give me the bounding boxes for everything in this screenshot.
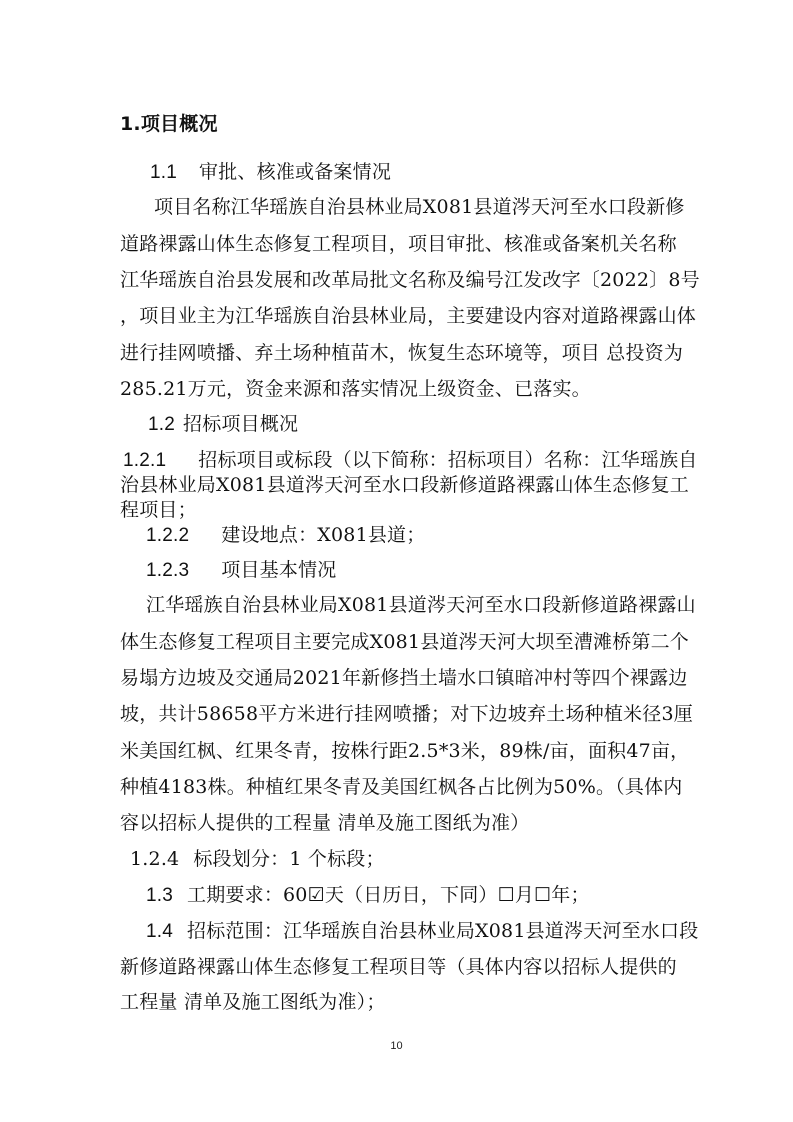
paragraph-1-2-3-line-4: 坡，共计58658平方米进行挂网喷播；对下边坡弃土场种植米径3厘	[120, 703, 693, 725]
paragraph-1-1-line-5: 进行挂网喷播、弃土场种植苗木，恢复生态环境等，项目 总投资为	[120, 342, 684, 364]
page-number: 10	[390, 1040, 403, 1052]
item-1-2-3-number: 1.2.3	[146, 560, 190, 581]
paragraph-1-1-line-4: ，项目业主为江华瑶族自治县林业局，主要建设内容对道路裸露山体	[120, 305, 697, 327]
item-1-2-3-heading: 项目基本情况	[221, 559, 337, 581]
item-1-2-4	[130, 847, 385, 871]
item-1-3-number: 1.3	[146, 885, 174, 906]
item-1-2-4-number: 1.2.4	[130, 848, 180, 870]
paragraph-1-2-3-line-1: 江华瑶族自治县林业局X081县道涔天河至水口段新修道路裸露山	[146, 594, 696, 616]
paragraph-1-2-3-line-2: 体生态修复工程项目主要完成X081县道涔天河大坝至漕滩桥第二个	[120, 631, 689, 653]
item-1-2-2-number: 1.2.2	[146, 525, 190, 546]
item-1-2-3	[146, 558, 336, 583]
item-1-2-2-text: 建设地点：X081县道；	[221, 524, 426, 546]
item-1-2-2	[146, 523, 425, 548]
item-1-2-1-line-3: 程项目；	[120, 499, 197, 521]
paragraph-1-2-3-line-6: 种植4183株。种植红果冬青及美国红枫各占比例为50%。（具体内	[120, 776, 683, 798]
item-1-4-line-1	[146, 919, 698, 944]
item-1-2-1-line-1	[123, 448, 697, 473]
item-1-4-line-3: 工程量 清单及施工图纸为准）；	[120, 991, 386, 1013]
section-title: 1.项目概况	[120, 113, 218, 135]
paragraph-1-1-line-1: 项目名称江华瑶族自治县林业局X081县道涔天河至水口段新修	[154, 196, 685, 218]
heading-1-1-text: 审批、核准或备案情况	[199, 161, 392, 183]
paragraph-1-1-line-6: 285.21万元，资金来源和落实情况上级资金、已落实。	[120, 378, 591, 400]
paragraph-1-2-3-line-3: 易塌方边坡及交通局2021年新修挡土墙水口镇暗冲村等四个裸露边	[120, 667, 688, 689]
paragraph-1-1-line-2: 道路裸露山体生态修复工程项目，项目审批、核准或备案机关名称	[120, 233, 677, 255]
heading-1-2-text: 招标项目概况	[183, 413, 299, 435]
item-1-3-text: 工期要求：60☑天（日历日，下同）☐月☐年；	[187, 884, 590, 906]
heading-1-2-number: 1.2	[148, 414, 176, 435]
paragraph-1-1-line-3: 江华瑶族自治县发展和改革局批文名称及编号江发改字〔2022〕8号	[120, 269, 700, 291]
item-1-4-text: 招标范围：江华瑶族自治县林业局X081县道涔天河至水口段	[187, 920, 699, 942]
item-1-2-1-number: 1.2.1	[123, 450, 167, 471]
item-1-3	[146, 883, 590, 908]
paragraph-1-2-3-line-5: 米美国红枫、红果冬青，按株行距2.5*3米，89株/亩，面积47亩，	[120, 740, 690, 762]
item-1-2-1-line-2: 治县林业局X081县道涔天河至水口段新修道路裸露山体生态修复工	[120, 474, 689, 496]
paragraph-1-2-3-line-7: 容以招标人提供的工程量 清单及施工图纸为准）	[120, 812, 530, 834]
item-1-4-number: 1.4	[146, 921, 174, 942]
heading-1-1-number: 1.1	[150, 162, 178, 183]
item-1-2-1-text: 招标项目或标段（以下简称：招标项目）名称：江华瑶族自	[198, 449, 698, 471]
heading-1-1	[150, 160, 391, 185]
heading-1-2	[148, 412, 298, 437]
item-1-2-4-text: 标段划分：1 个标段；	[193, 848, 385, 870]
item-1-4-line-2: 新修道路裸露山体生态修复工程项目等（具体内容以招标人提供的	[120, 956, 677, 978]
